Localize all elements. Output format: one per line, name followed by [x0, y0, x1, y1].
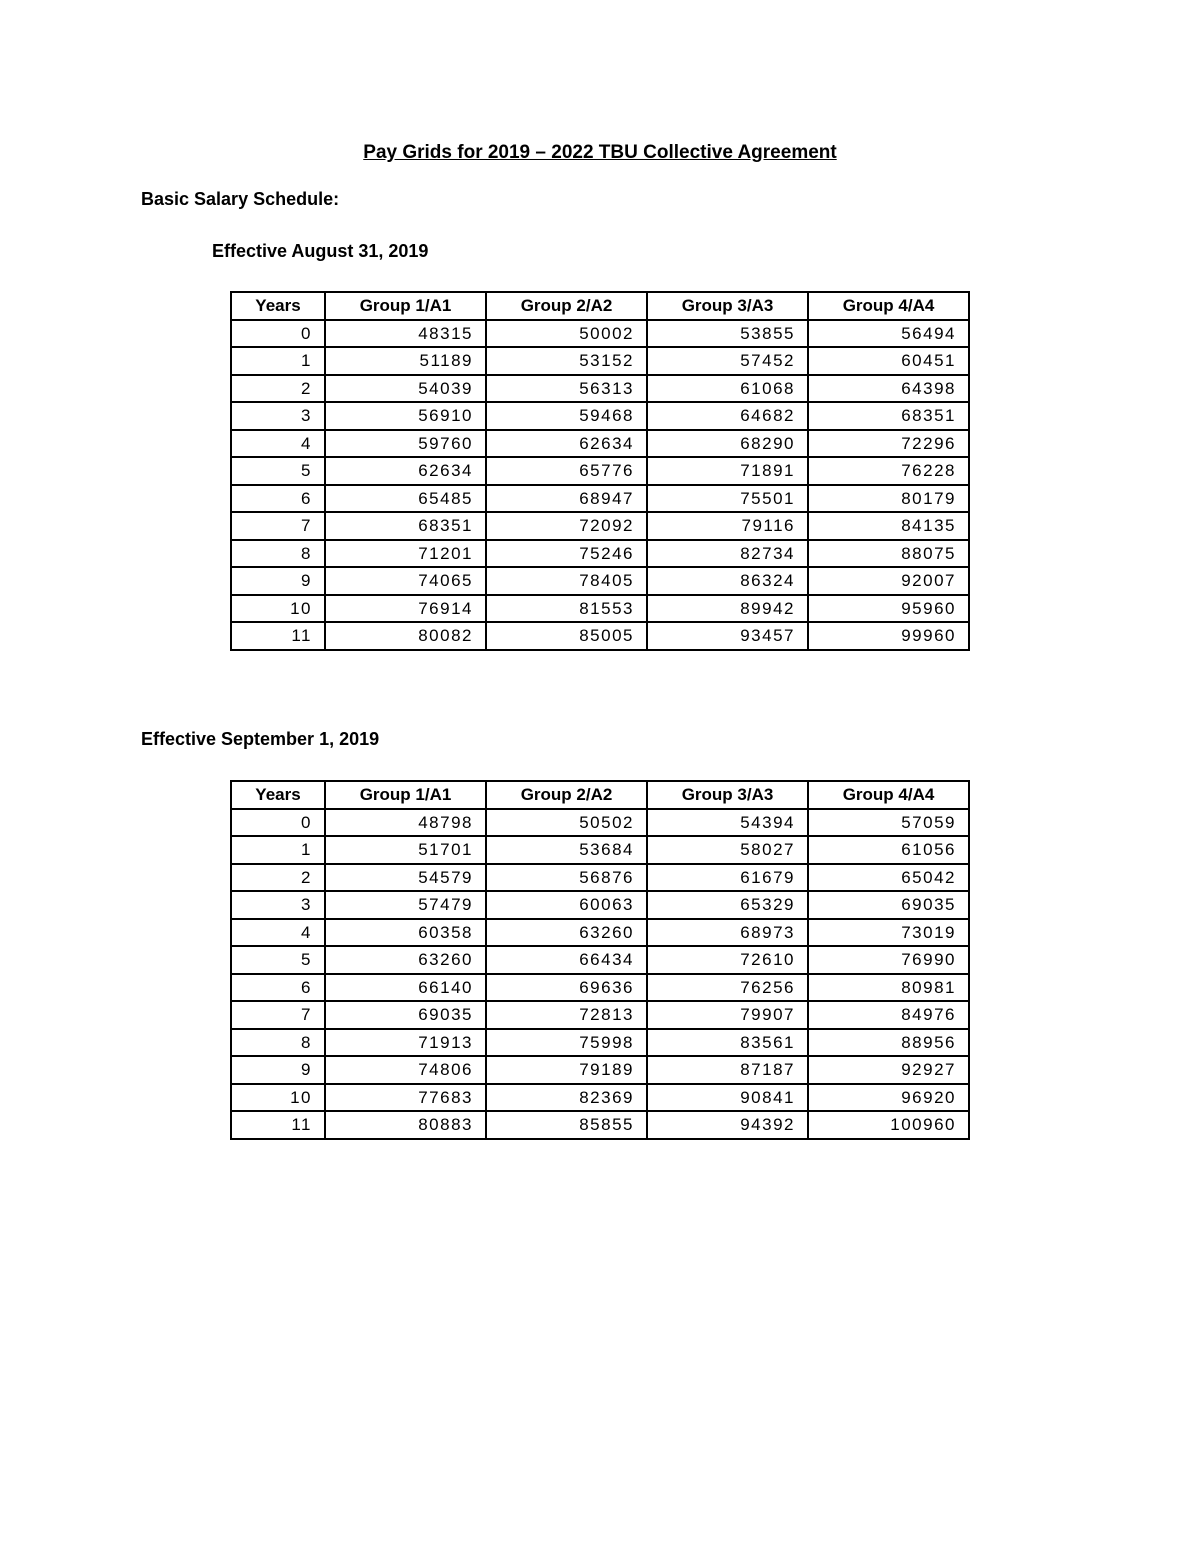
pay-grid-september-2019 — [230, 780, 970, 1140]
salary-cell: 76990 — [808, 946, 969, 974]
table-row — [231, 457, 969, 485]
column-header-group-4: Group 4/A4 — [808, 781, 969, 809]
years-cell: 3 — [231, 891, 325, 919]
salary-cell: 61056 — [808, 836, 969, 864]
table-row — [231, 1084, 969, 1112]
document-title: Pay Grids for 2019 – 2022 TBU Collective Agreement — [363, 142, 837, 163]
salary-cell: 63260 — [486, 919, 647, 947]
salary-cell: 94392 — [647, 1111, 808, 1139]
table-row — [231, 622, 969, 650]
basic-salary-schedule-label: Basic Salary Schedule: — [141, 189, 340, 209]
years-cell: 1 — [231, 836, 325, 864]
years-cell: 9 — [231, 1056, 325, 1084]
salary-cell: 71201 — [325, 540, 486, 568]
salary-cell: 81553 — [486, 595, 647, 623]
column-header-group-1: Group 1/A1 — [325, 781, 486, 809]
table-row — [231, 946, 969, 974]
salary-cell: 72296 — [808, 430, 969, 458]
salary-cell: 75246 — [486, 540, 647, 568]
years-cell: 6 — [231, 974, 325, 1002]
salary-cell: 66140 — [325, 974, 486, 1002]
table-row — [231, 1056, 969, 1084]
salary-cell: 61068 — [647, 375, 808, 403]
salary-cell: 68351 — [325, 512, 486, 540]
salary-cell: 50002 — [486, 320, 647, 348]
salary-cell: 71891 — [647, 457, 808, 485]
salary-cell: 54039 — [325, 375, 486, 403]
salary-cell: 83561 — [647, 1029, 808, 1057]
salary-cell: 76256 — [647, 974, 808, 1002]
table-row — [231, 375, 969, 403]
years-cell: 5 — [231, 457, 325, 485]
salary-cell: 48315 — [325, 320, 486, 348]
salary-cell: 61679 — [647, 864, 808, 892]
salary-cell: 60451 — [808, 347, 969, 375]
salary-cell: 54579 — [325, 864, 486, 892]
effective-august-label: Effective August 31, 2019 — [212, 241, 429, 261]
column-header-group-2: Group 2/A2 — [486, 781, 647, 809]
salary-cell: 76914 — [325, 595, 486, 623]
salary-cell: 78405 — [486, 567, 647, 595]
table-header-row — [231, 292, 969, 320]
table-row — [231, 864, 969, 892]
salary-cell: 60063 — [486, 891, 647, 919]
salary-cell: 51701 — [325, 836, 486, 864]
salary-cell: 54394 — [647, 809, 808, 837]
years-cell: 10 — [231, 1084, 325, 1112]
salary-cell: 79189 — [486, 1056, 647, 1084]
salary-cell: 53152 — [486, 347, 647, 375]
column-header-group-2: Group 2/A2 — [486, 292, 647, 320]
salary-cell: 65329 — [647, 891, 808, 919]
table-row — [231, 1001, 969, 1029]
salary-cell: 56494 — [808, 320, 969, 348]
salary-cell: 56910 — [325, 402, 486, 430]
years-cell: 1 — [231, 347, 325, 375]
salary-cell: 93457 — [647, 622, 808, 650]
salary-cell: 79116 — [647, 512, 808, 540]
column-header-years: Years — [231, 292, 325, 320]
salary-cell: 74806 — [325, 1056, 486, 1084]
salary-cell: 69636 — [486, 974, 647, 1002]
table-row — [231, 512, 969, 540]
salary-cell: 66434 — [486, 946, 647, 974]
salary-cell: 95960 — [808, 595, 969, 623]
salary-cell: 92007 — [808, 567, 969, 595]
salary-cell: 88075 — [808, 540, 969, 568]
years-cell: 0 — [231, 809, 325, 837]
salary-cell: 64682 — [647, 402, 808, 430]
years-cell: 8 — [231, 1029, 325, 1057]
salary-cell: 90841 — [647, 1084, 808, 1112]
years-cell: 9 — [231, 567, 325, 595]
salary-cell: 88956 — [808, 1029, 969, 1057]
salary-cell: 80981 — [808, 974, 969, 1002]
table-row — [231, 595, 969, 623]
salary-cell: 75501 — [647, 485, 808, 513]
salary-cell: 68290 — [647, 430, 808, 458]
table-row — [231, 974, 969, 1002]
salary-cell: 84135 — [808, 512, 969, 540]
salary-cell: 72813 — [486, 1001, 647, 1029]
salary-cell: 65042 — [808, 864, 969, 892]
salary-cell: 77683 — [325, 1084, 486, 1112]
salary-cell: 76228 — [808, 457, 969, 485]
salary-cell: 72610 — [647, 946, 808, 974]
salary-cell: 87187 — [647, 1056, 808, 1084]
years-cell: 4 — [231, 919, 325, 947]
salary-cell: 80179 — [808, 485, 969, 513]
salary-cell: 65485 — [325, 485, 486, 513]
salary-cell: 72092 — [486, 512, 647, 540]
salary-cell: 63260 — [325, 946, 486, 974]
salary-cell: 79907 — [647, 1001, 808, 1029]
table-row — [231, 809, 969, 837]
salary-cell: 68973 — [647, 919, 808, 947]
salary-cell: 57059 — [808, 809, 969, 837]
effective-september-label: Effective September 1, 2019 — [141, 729, 380, 749]
salary-cell: 57452 — [647, 347, 808, 375]
table-row — [231, 567, 969, 595]
salary-cell: 57479 — [325, 891, 486, 919]
salary-cell: 59468 — [486, 402, 647, 430]
table-row — [231, 891, 969, 919]
salary-cell: 59760 — [325, 430, 486, 458]
years-cell: 7 — [231, 512, 325, 540]
years-cell: 11 — [231, 1111, 325, 1139]
table-row — [231, 430, 969, 458]
salary-cell: 53684 — [486, 836, 647, 864]
salary-cell: 50502 — [486, 809, 647, 837]
pay-grid-august-2019 — [230, 291, 970, 651]
salary-cell: 84976 — [808, 1001, 969, 1029]
table-row — [231, 320, 969, 348]
salary-cell: 99960 — [808, 622, 969, 650]
column-header-group-1: Group 1/A1 — [325, 292, 486, 320]
salary-cell: 69035 — [325, 1001, 486, 1029]
salary-cell: 82734 — [647, 540, 808, 568]
years-cell: 8 — [231, 540, 325, 568]
years-cell: 11 — [231, 622, 325, 650]
table-row — [231, 919, 969, 947]
years-cell: 0 — [231, 320, 325, 348]
salary-cell: 48798 — [325, 809, 486, 837]
salary-cell: 60358 — [325, 919, 486, 947]
years-cell: 10 — [231, 595, 325, 623]
salary-cell: 82369 — [486, 1084, 647, 1112]
salary-cell: 71913 — [325, 1029, 486, 1057]
salary-cell: 68351 — [808, 402, 969, 430]
years-cell: 7 — [231, 1001, 325, 1029]
table-row — [231, 836, 969, 864]
table-row — [231, 347, 969, 375]
table-row — [231, 1029, 969, 1057]
salary-cell: 100960 — [808, 1111, 969, 1139]
table-row — [231, 485, 969, 513]
column-header-group-3: Group 3/A3 — [647, 292, 808, 320]
salary-cell: 80082 — [325, 622, 486, 650]
years-cell: 3 — [231, 402, 325, 430]
salary-cell: 75998 — [486, 1029, 647, 1057]
years-cell: 2 — [231, 375, 325, 403]
salary-cell: 62634 — [325, 457, 486, 485]
salary-cell: 53855 — [647, 320, 808, 348]
table-row — [231, 540, 969, 568]
salary-cell: 89942 — [647, 595, 808, 623]
salary-cell: 62634 — [486, 430, 647, 458]
years-cell: 4 — [231, 430, 325, 458]
column-header-years: Years — [231, 781, 325, 809]
salary-cell: 85855 — [486, 1111, 647, 1139]
salary-cell: 92927 — [808, 1056, 969, 1084]
salary-cell: 68947 — [486, 485, 647, 513]
salary-cell: 80883 — [325, 1111, 486, 1139]
table-header-row — [231, 781, 969, 809]
years-cell: 5 — [231, 946, 325, 974]
salary-cell: 56876 — [486, 864, 647, 892]
salary-cell: 58027 — [647, 836, 808, 864]
salary-cell: 64398 — [808, 375, 969, 403]
salary-cell: 74065 — [325, 567, 486, 595]
salary-cell: 56313 — [486, 375, 647, 403]
years-cell: 6 — [231, 485, 325, 513]
salary-cell: 85005 — [486, 622, 647, 650]
salary-cell: 96920 — [808, 1084, 969, 1112]
salary-cell: 73019 — [808, 919, 969, 947]
table-row — [231, 402, 969, 430]
table-row — [231, 1111, 969, 1139]
salary-cell: 65776 — [486, 457, 647, 485]
salary-cell: 51189 — [325, 347, 486, 375]
column-header-group-3: Group 3/A3 — [647, 781, 808, 809]
salary-cell: 86324 — [647, 567, 808, 595]
salary-cell: 69035 — [808, 891, 969, 919]
years-cell: 2 — [231, 864, 325, 892]
column-header-group-4: Group 4/A4 — [808, 292, 969, 320]
